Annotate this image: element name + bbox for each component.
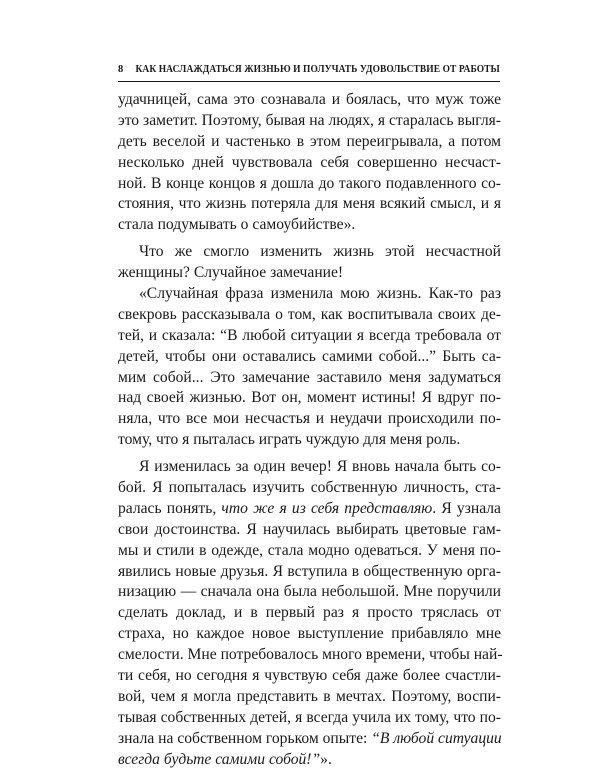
text-line: мы и стили в одежде, стала модно одеваться. У меня по- [118, 541, 501, 559]
running-head [118, 62, 500, 80]
text-line: над своей жизнью. Вот он, момент истины! Я вдруг по- [118, 389, 501, 407]
paragraph [118, 457, 501, 770]
italic-phrase: что же я из себя представляю [221, 499, 433, 517]
text-line: несколько дней чувствовала себя совершенно несчаст- [118, 153, 501, 171]
text-line: Я изменилась за один вечер! Я вновь начала быть со- [139, 458, 501, 476]
text-line [118, 729, 501, 750]
header-rule [118, 81, 500, 82]
text-line: тывая собственных детей, я всегда учила их тому, что по- [118, 708, 501, 726]
paragraph [118, 242, 501, 284]
text-line: свекровь рассказывала о том, как воспитывала своих де- [118, 305, 501, 323]
text-line: смелости. Мне потребовалось много времени, чтобы най- [118, 646, 503, 664]
text-line: тому, что я пыталась играть чуждую для меня роль. [118, 431, 461, 449]
text-line: бой. Я попыталась изучить собственную личность, ста- [118, 479, 501, 497]
text-line [118, 750, 501, 771]
text-line: ти себя, но сегодня я чувствую себя даже более счастли- [118, 667, 501, 685]
text-line: явились новые друзья. Я вступила в общественную орга- [118, 562, 501, 580]
text-line: детей, чтобы они оставались самими собой...” Быть са- [118, 347, 501, 365]
text-line: деть веселой и частенько в этом переигрывала, а потом [118, 132, 501, 150]
italic-phrase: “В любой ситуации [371, 729, 502, 747]
text-segment: знала на собственном горьком опыте: [118, 729, 372, 747]
text-line: стала подумывать о самоубийстве». [118, 216, 356, 234]
text-line: вой, чем я могла представить в мечтах. Поэтому, воспи- [118, 687, 501, 705]
italic-phrase: всегда будьте самими собой!” [118, 750, 321, 768]
text-line: удачницей, сама это сознавала и боялась, что муж тоже [118, 91, 501, 108]
text-segment: ». [320, 750, 332, 768]
text-line: стояния, что жизнь потеряла для меня всякий смысл, и я [118, 195, 501, 213]
page-number: 8 [118, 64, 124, 75]
text-segment: ралась понять, [118, 499, 222, 517]
text-line: Что же смогло изменить жизнь этой несчастной [139, 243, 501, 261]
text-line: «Случайная фраза изменила мою жизнь. Как-то раз [139, 285, 501, 303]
text-line: сделать доклад, и в первый раз я просто тряслась от [118, 604, 501, 622]
paragraph [118, 90, 501, 236]
text-line: няла, что все мои несчастья и неудачи происходили по- [118, 410, 501, 428]
text-segment: . Я узнала [432, 499, 501, 517]
text-line: низацию — сначала она была небольшой. Мне поручили [118, 583, 501, 601]
text-line: страха, но каждое новое выступление прибавляло мне [118, 625, 501, 643]
text-line: женщины? Случайное замечание! [118, 264, 344, 282]
text-line: ной. В конце концов я дошла до такого подавленного со- [118, 174, 501, 192]
text-line: свои достоинства. Я научилась выбирать цветовые гам- [118, 520, 501, 538]
body-text [118, 90, 501, 771]
running-head-title: КАК НАСЛАЖДАТЬСЯ ЖИЗНЬЮ И ПОЛУЧАТЬ УДОВОЛЬСТВИЕ ОТ РАБОТЫ [135, 64, 500, 75]
paragraph [118, 284, 501, 451]
text-line: мим собой... Это замечание заставило меня задуматься [118, 368, 501, 386]
text-line: это заметит. Поэтому, бывая на людях, я старалась выгля- [118, 111, 501, 129]
text-line [118, 499, 501, 520]
text-line: тей, и сказала: “В любой ситуации я всегда требовала от [118, 326, 501, 344]
